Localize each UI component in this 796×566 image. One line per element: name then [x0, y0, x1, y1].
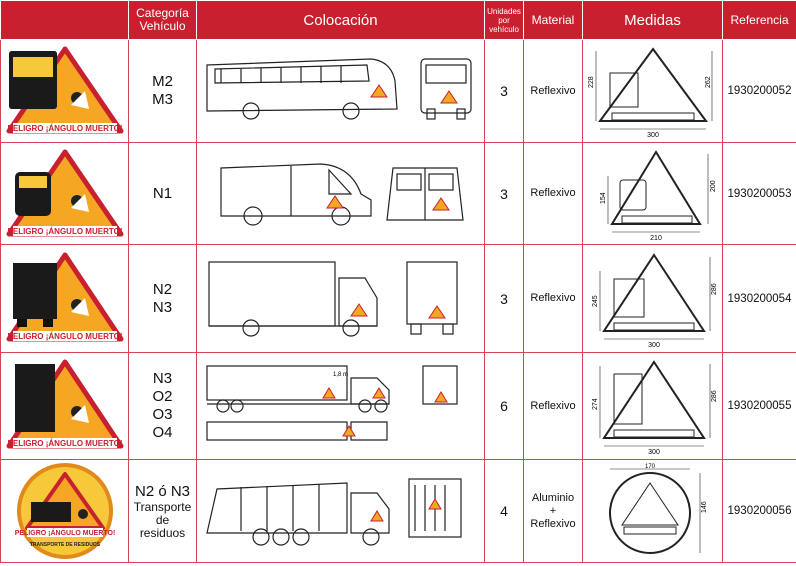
material-label: Reflexivo: [530, 399, 576, 412]
svg-text:200: 200: [709, 179, 717, 192]
reference-cell: 1930200053: [723, 143, 796, 245]
svg-text:300: 300: [646, 132, 659, 139]
header-colocacion: Colocación: [197, 1, 485, 40]
header-sign-image: [1, 1, 129, 40]
category-cell: [129, 245, 197, 353]
svg-text:228: 228: [587, 76, 595, 88]
reference-cell: 1930200055: [723, 353, 796, 460]
header-unidades: Unidades por vehículo: [485, 1, 524, 40]
category-label: N2 ó N3: [134, 482, 191, 500]
sign-image-cell: [1, 245, 129, 353]
category-label: N2: [152, 280, 173, 298]
svg-text:274: 274: [591, 398, 599, 410]
dimensions-cell: [583, 460, 723, 563]
sign-image-cell: [1, 40, 129, 143]
dimensions-cell: [583, 353, 723, 460]
van-warning-sign-icon: [5, 146, 125, 242]
trailer-placement-drawing: [201, 360, 481, 452]
material-cell: [524, 40, 583, 143]
material-label: Reflexivo: [530, 187, 576, 199]
units-cell: 4: [485, 460, 524, 563]
table-header-row: [1, 1, 796, 40]
svg-text:286: 286: [710, 390, 718, 402]
svg-text:245: 245: [591, 294, 599, 307]
header-material: Material: [524, 1, 583, 40]
svg-text:PELIGRO ¡ÁNGULO MUERTO!: PELIGRO ¡ÁNGULO MUERTO!: [7, 124, 122, 133]
placement-cell: [197, 353, 485, 460]
table-row: [1, 245, 796, 353]
reference-cell: 1930200056: [723, 460, 796, 563]
trailer-warning-sign-icon: [5, 356, 125, 456]
category-label: M2: [152, 73, 173, 90]
category-cell: [129, 460, 197, 563]
material-label: +: [549, 504, 557, 517]
svg-text:210: 210: [649, 234, 662, 242]
svg-text:262: 262: [704, 76, 712, 88]
truck-placement-drawing: [201, 256, 481, 342]
dimension-drawing: [588, 43, 718, 139]
svg-text:300: 300: [647, 341, 660, 349]
svg-text:146: 146: [700, 501, 708, 513]
material-cell: [524, 143, 583, 245]
units-cell: 3: [485, 245, 524, 353]
units-cell: 6: [485, 353, 524, 460]
category-label: N3: [152, 298, 173, 316]
category-note: Transporte: [133, 499, 192, 514]
dimensions-cell: [583, 40, 723, 143]
category-label: M3: [152, 91, 173, 108]
truck-warning-sign-icon: [5, 249, 125, 349]
placement-cell: [197, 40, 485, 143]
placement-cell: [197, 143, 485, 245]
svg-text:286: 286: [710, 282, 718, 295]
svg-text:170: 170: [644, 464, 655, 470]
table-row: [1, 460, 796, 563]
svg-text:PELIGRO ¡ÁNGULO MUERTO!: PELIGRO ¡ÁNGULO MUERTO!: [14, 530, 115, 537]
svg-text:PELIGRO ¡ÁNGULO MUERTO!: PELIGRO ¡ÁNGULO MUERTO!: [7, 331, 122, 341]
dimension-drawing: [588, 463, 718, 559]
material-label: Reflexivo: [530, 292, 576, 304]
svg-text:1,8 m: 1,8 m: [332, 372, 348, 378]
units-cell: 3: [485, 143, 524, 245]
svg-text:300: 300: [647, 449, 660, 456]
reference-cell: 1930200054: [723, 245, 796, 353]
table-row: [1, 353, 796, 460]
material-label: Reflexivo: [530, 84, 576, 97]
category-label: N1: [152, 184, 173, 202]
svg-text:PELIGRO ¡ÁNGULO MUERTO!: PELIGRO ¡ÁNGULO MUERTO!: [7, 226, 122, 236]
table-row: [1, 143, 796, 245]
bus-warning-sign-icon: [5, 43, 125, 139]
header-referencia: Referencia: [723, 1, 796, 40]
category-cell: [129, 143, 197, 245]
header-medidas: Medidas: [583, 1, 723, 40]
placement-cell: [197, 460, 485, 563]
dimensions-cell: [583, 245, 723, 353]
material-cell: [524, 353, 583, 460]
material-cell: [524, 460, 583, 563]
material-label: Reflexivo: [530, 517, 576, 530]
table-row: [1, 40, 796, 143]
category-cell: [129, 40, 197, 143]
sign-image-cell: [1, 460, 129, 563]
category-label: O4: [152, 424, 173, 441]
bus-placement-drawing: [201, 51, 481, 131]
dimension-drawing: [588, 249, 718, 349]
svg-text:TRANSPORTE DE RESIDUOS: TRANSPORTE DE RESIDUOS: [29, 542, 100, 548]
dimensions-cell: [583, 143, 723, 245]
category-label: N3: [152, 370, 173, 387]
material-label: Aluminio: [531, 491, 575, 504]
sign-image-cell: [1, 353, 129, 460]
category-label: O3: [152, 406, 173, 423]
dimension-drawing: [588, 356, 718, 456]
svg-text:PELIGRO ¡ÁNGULO MUERTO!: PELIGRO ¡ÁNGULO MUERTO!: [7, 439, 122, 448]
placement-cell: [197, 245, 485, 353]
units-cell: 3: [485, 40, 524, 143]
garbage-truck-placement-drawing: [201, 469, 481, 553]
header-categoria: Categoría Vehículo: [129, 1, 197, 40]
category-note: de: [155, 512, 170, 527]
category-label: O2: [152, 388, 173, 405]
reference-cell: 1930200052: [723, 40, 796, 143]
category-cell: [129, 353, 197, 460]
svg-text:154: 154: [599, 191, 607, 204]
sign-image-cell: [1, 143, 129, 245]
category-note: residuos: [139, 525, 186, 540]
material-cell: [524, 245, 583, 353]
van-placement-drawing: [201, 154, 481, 234]
dimension-drawing: [588, 146, 718, 242]
garbage-truck-round-sign-icon: [5, 462, 125, 560]
